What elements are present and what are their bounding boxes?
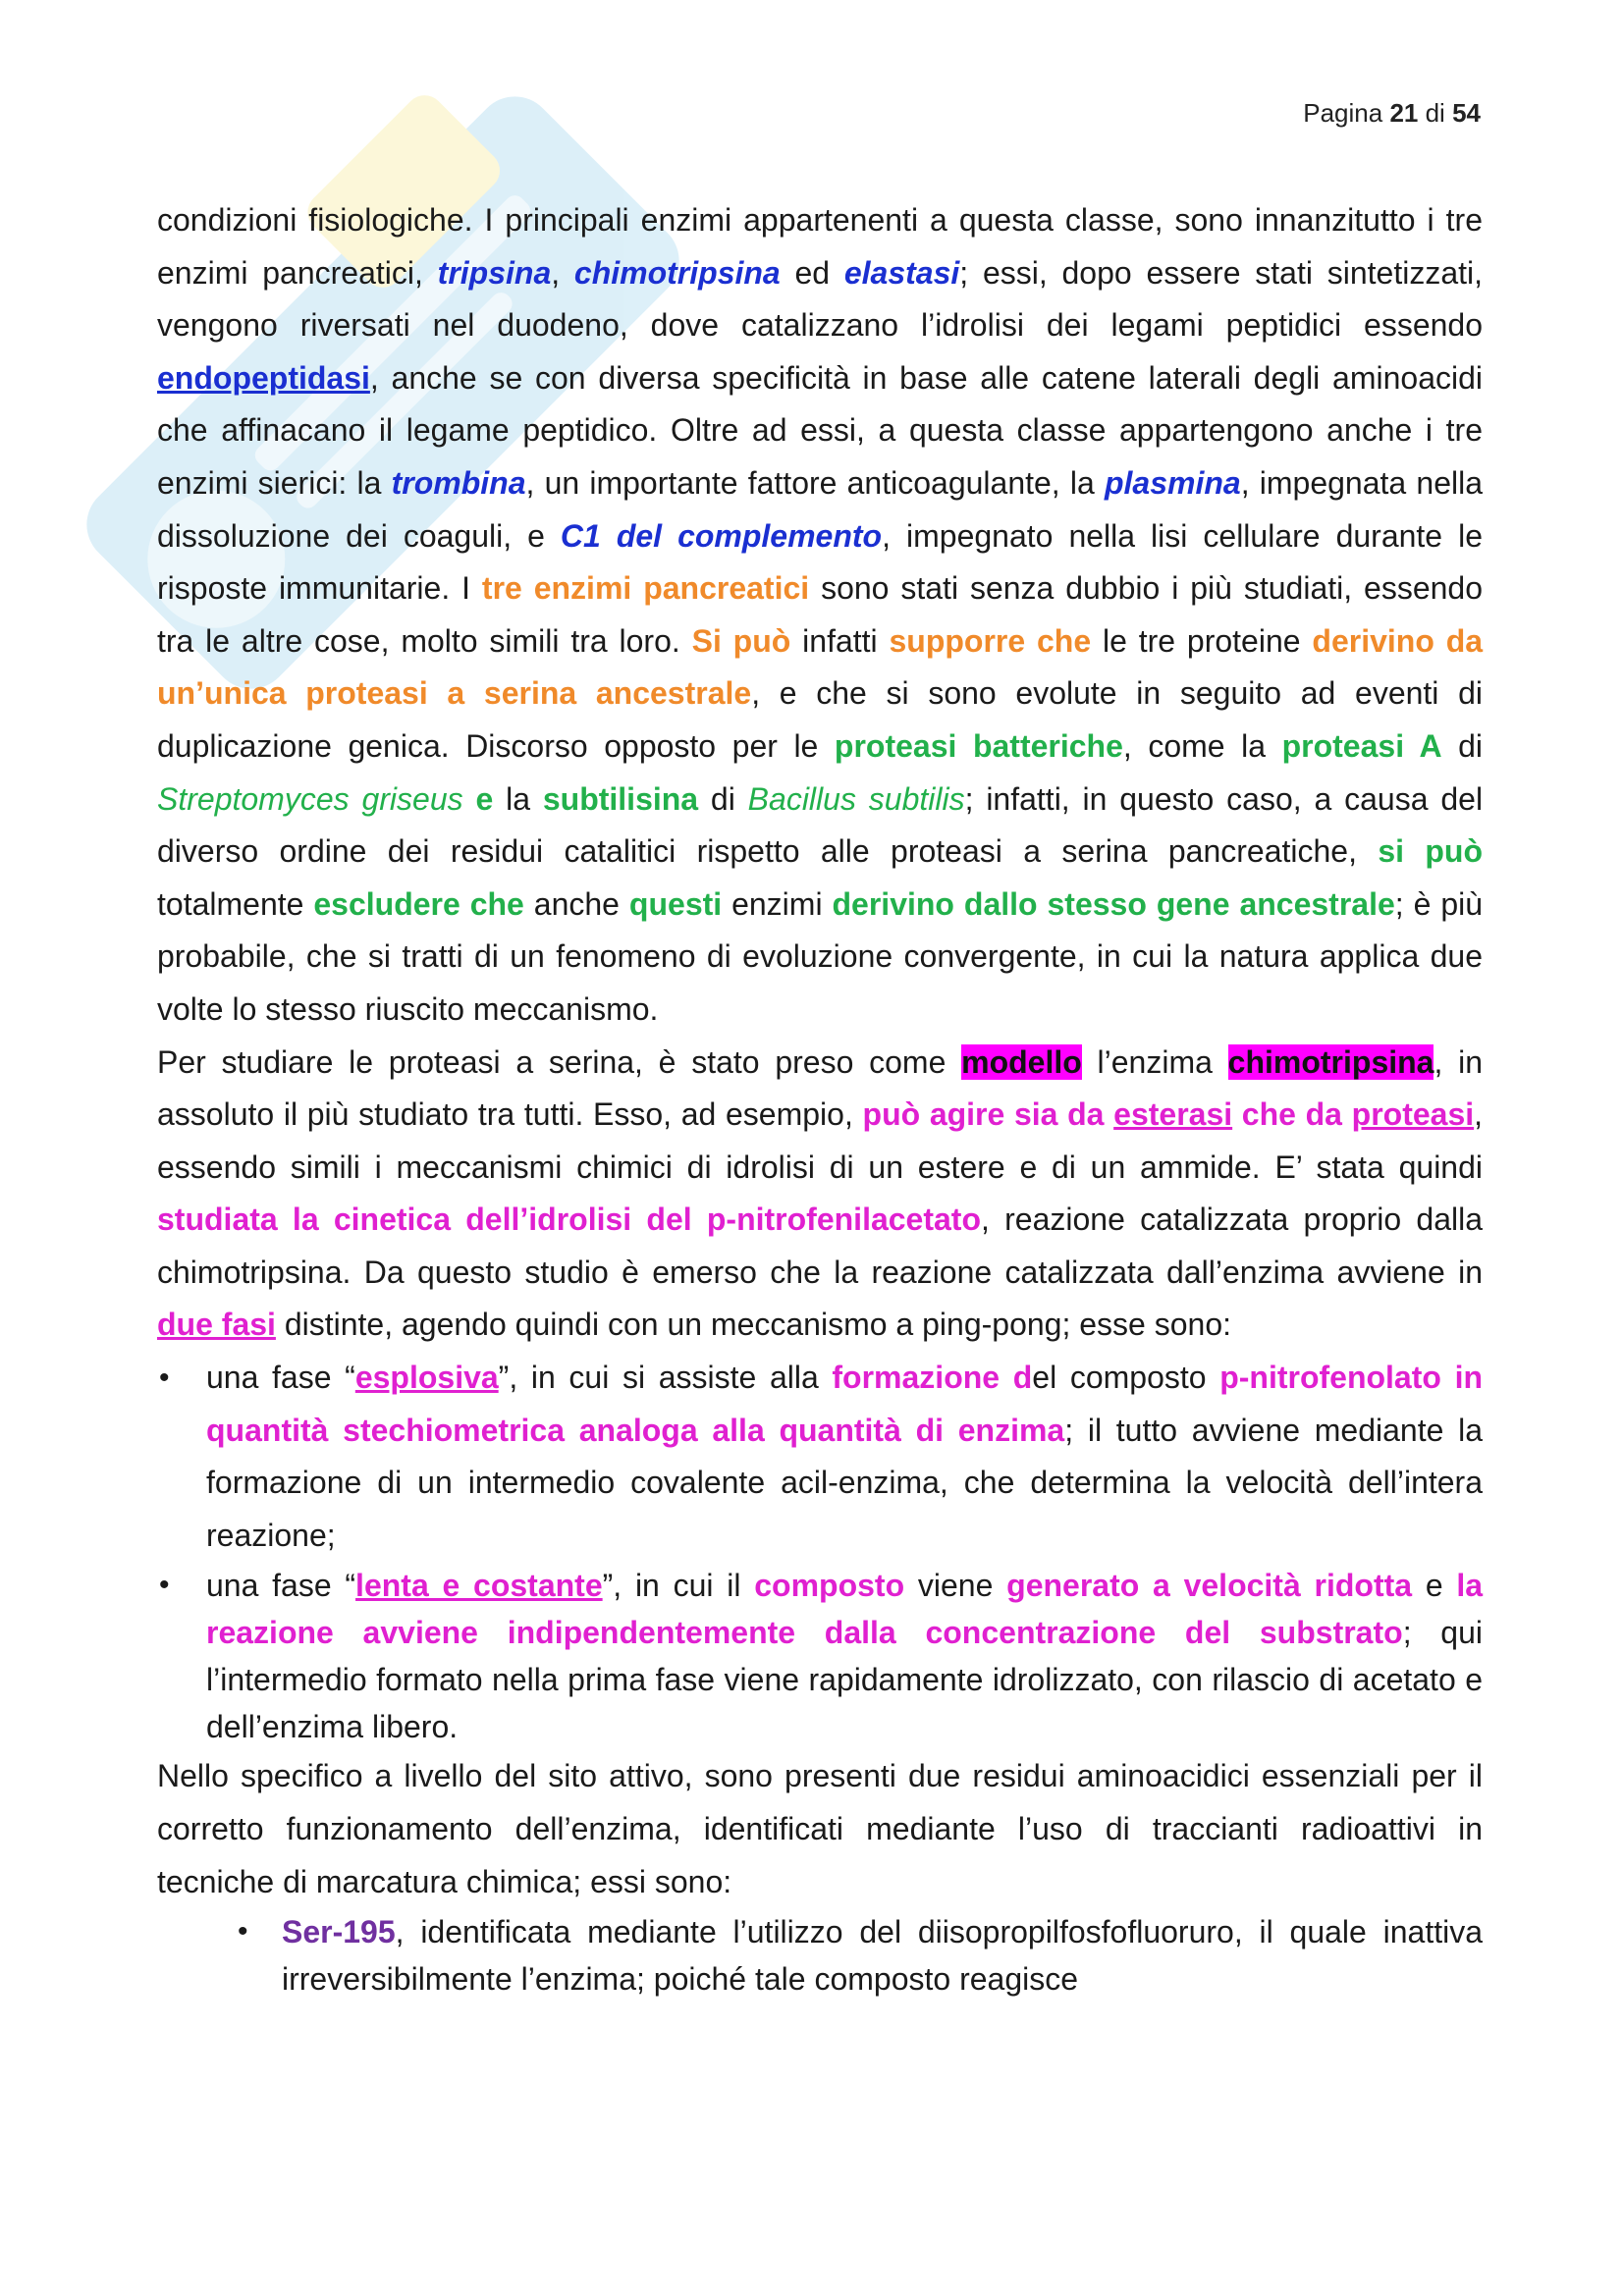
- emph-formazione: formazione d: [832, 1360, 1033, 1396]
- page-number: Pagina 21 di 54: [1303, 98, 1481, 128]
- term-proteasi-batteriche: proteasi batteriche: [834, 727, 1123, 764]
- term-bacillus: Bacillus subtilis: [747, 780, 965, 817]
- highlight-chimotripsina: chimotripsina: [1227, 1043, 1434, 1080]
- emph-p-nitrofenolato: p-nitrofenolato in quantità stechiometrica analoga alla quantità di enzima: [206, 1360, 1483, 1448]
- term-ser-195: Ser-195: [282, 1914, 396, 1950]
- term-trombina: trombina: [391, 464, 526, 501]
- term-elastasi: elastasi: [843, 254, 960, 291]
- term-tre-enzimi: tre enzimi pancreatici: [481, 570, 810, 607]
- term-proteasi: proteasi: [1351, 1096, 1475, 1133]
- term-streptomyces: Streptomyces griseus: [157, 780, 463, 817]
- term-proteasi-a: proteasi A: [1281, 727, 1442, 764]
- emph-derivino-2: derivino dallo stesso gene ancestrale: [832, 885, 1395, 922]
- emph-e: e: [475, 780, 494, 817]
- term-subtilisina: subtilisina: [542, 780, 699, 817]
- list-item-fase-lenta: • una fase “lenta e costante”, in cui il composto viene generato a velocità ridotta e la reazione avviene indipendentemente dalla concentrazione del substrato; qui l’intermedio formato nella prima fase viene rapidamente idrolizzato, con rilascio di acetato e dell’enzima libero.: [157, 1562, 1483, 1750]
- emph-derivino: derivino da un’unica proteasi a serina ancestrale: [157, 622, 1484, 712]
- term-esplosiva: esplosiva: [354, 1360, 499, 1396]
- document-body: [157, 194, 1483, 2002]
- residue-list: [157, 1908, 1483, 2002]
- emph-che-da: che da: [1232, 1096, 1352, 1133]
- highlight-modello: modello: [961, 1043, 1082, 1080]
- term-c1-complemento: C1 del complemento: [560, 517, 883, 554]
- emph-questi: questi: [628, 885, 723, 922]
- emph-supporre: supporre che: [889, 622, 1092, 659]
- term-plasmina: plasmina: [1104, 464, 1241, 501]
- paragraph-serine-protease-classes: condizioni fisiologiche. I principali enzimi appartenenti a questa classe, sono innanzitutto i tre enzimi pancreatici, tripsina, chimotripsina ed elastasi; essi, dopo essere stati sintetizzati, vengono riversati nel duodeno, dove catalizzano l’idrolisi dei legami peptidici essendo endopeptidasi, anche se con diversa specificità in base alle catene laterali degli aminoacidi che affinacano il legame peptidico. Oltre ad essi, a questa classe appartengono anche i tre enzimi sierici: la trombina, un importante fattore anticoagulante, la plasmina, impegnata nella dissoluzione dei coaguli, e C1 del complemento, impegnato nella lisi cellulare durante le risposte immunitarie. I tre enzimi pancreatici sono stati senza dubbio i più studiati, essendo tra le altre cose, molto simili tra loro. Si può infatti supporre che le tre proteine derivino da un’unica proteasi a serina ancestrale, e che si sono evolute in seguito ad eventi di duplicazione genica. Discorso opposto per le proteasi batteriche, come la proteasi A di Streptomyces griseus e la subtilisina di Bacillus subtilis; infatti, in questo caso, a causa del diverso ordine dei residui catalitici rispetto alle proteasi a serina pancreatiche, si può totalmente escludere che anche questi enzimi derivino dallo stesso gene ancestrale; è più probabile, che si tratti di un fenomeno di evoluzione convergente, in cui la natura applica due volte lo stesso riuscito meccanismo.: [157, 202, 1484, 1027]
- emph-generato: generato a velocità ridotta: [1006, 1568, 1413, 1604]
- emph-composto: composto: [754, 1568, 905, 1604]
- emph-si-puo-2: si può: [1378, 833, 1484, 870]
- term-chimotripsina: chimotripsina: [573, 254, 781, 291]
- emph-reazione-indipendente: la reazione avviene indipendentemente dalla concentrazione del substrato: [206, 1568, 1484, 1651]
- paragraph-chymotrypsin-model: Per studiare le proteasi a serina, è stato preso come modello l’enzima chimotripsina, in assoluto il più studiato tra tutti. Esso, ad esempio, può agire sia da esterasi che da proteasi, essendo simili i meccanismi chimici di idrolisi di un estere e di un ammide. E’ stata quindi studiata la cinetica dell’idrolisi del p-nitrofenilacetato, reazione catalizzata proprio dalla chimotripsina. Da questo studio è emerso che la reazione catalizzata dall’enzima avviene in due fasi distinte, agendo quindi con un meccanismo a ping-pong; esse sono:: [157, 1043, 1484, 1343]
- emph-puo-agire: può agire sia da: [862, 1096, 1114, 1133]
- list-item-fase-esplosiva: • una fase “esplosiva”, in cui si assiste alla formazione del composto p-nitrofenolato in quantità stechiometrica analoga alla quantità di enzima; il tutto avviene mediante la formazione di un intermedio covalente acil-enzima, che determina la velocità dell’intera reazione;: [157, 1352, 1483, 1562]
- term-endopeptidasi: endopeptidasi: [157, 359, 370, 396]
- emph-si-puo: Si può: [691, 622, 791, 659]
- paragraph-active-site: Nello specifico a livello del sito attivo, sono presenti due residui aminoacidici essenziali per il corretto funzionamento dell’enzima, identificati mediante l’uso di traccianti radioattivi in tecniche di marcatura chimica; essi sono:: [157, 1758, 1483, 1899]
- term-tripsina: tripsina: [437, 254, 552, 291]
- list-item-ser-195: • Ser-195, identificata mediante l’utilizzo del diisopropilfosfofluoruro, il quale inattiva irreversibilmente l’enzima; poiché tale composto reagisce: [157, 1908, 1483, 2002]
- term-esterasi: esterasi: [1113, 1096, 1233, 1133]
- term-due-fasi: due fasi: [157, 1307, 276, 1343]
- term-lenta-costante: lenta e costante: [355, 1568, 603, 1604]
- emph-studiata-cinetica: studiata la cinetica dell’idrolisi del p-nitrofenilacetato: [157, 1201, 982, 1238]
- emph-escludere: escludere che: [313, 885, 524, 922]
- phase-list: [157, 1352, 1483, 1750]
